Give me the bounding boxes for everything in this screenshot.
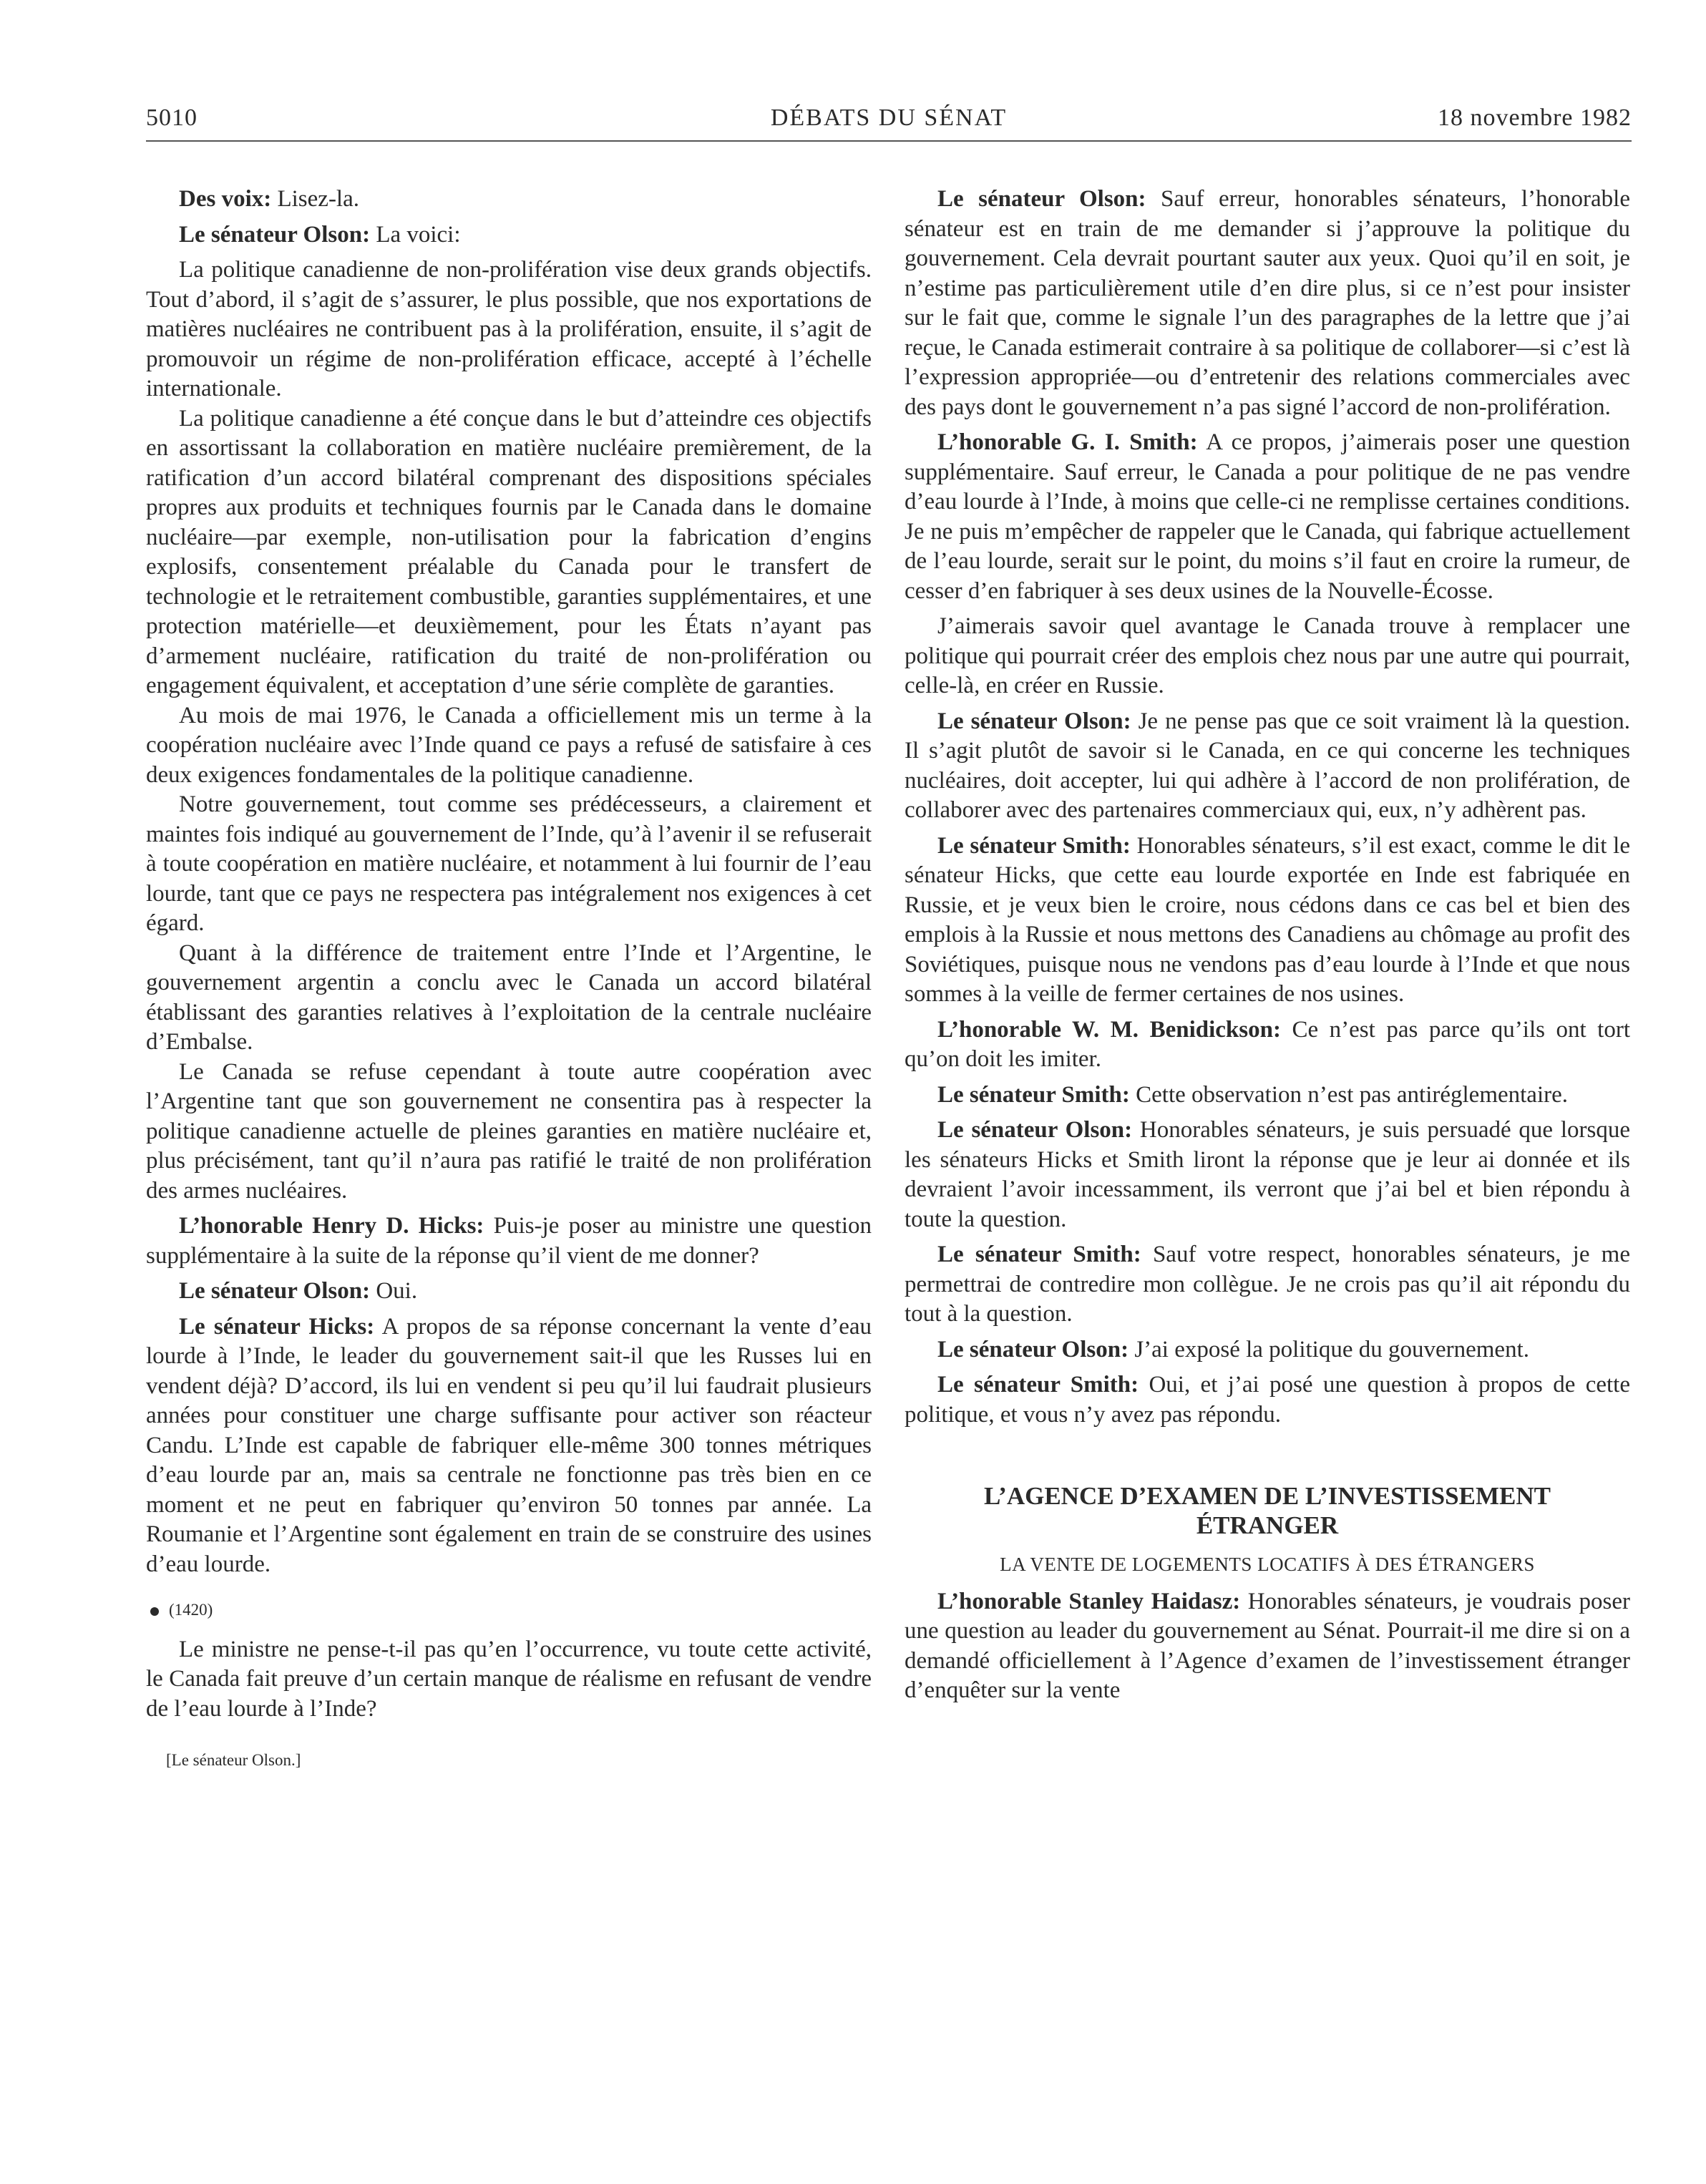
quoted-paragraph: Au mois de mai 1976, le Canada a officiellement mis un terme à la coopération nucléaire avec l’Inde quand ce pays a refusé de satisfaire à ces deux exigences fondamentales de la politique canadienne. bbox=[146, 702, 872, 788]
paragraph bbox=[905, 832, 1630, 1010]
paragraph bbox=[146, 185, 872, 215]
speech-text: Sauf erreur, honorables sénateurs, l’honorable sénateur est en train de me demander si j’approuve la politique du gouvernement. Cela devrait pourtant sauter aux yeux. Quoi qu’il en soit, je n’estime pas particulièrement utile d’en dire plus, si ce n’est pour insister sur le fait que, comme le signale l’un des paragraphes de la lettre que j’ai reçue, le Canada estimerait contraire à sa politique de collaborer—si c’est là l’expression appropriée—ou d’entretenir des relations commerciales avec des pays dont le gouvernement n’a pas signé l’accord de non-prolifération. bbox=[905, 186, 1630, 420]
speaker-name: Le sénateur Olson: bbox=[937, 186, 1146, 212]
speaker-name: Le sénateur Hicks: bbox=[179, 1313, 375, 1340]
paragraph bbox=[905, 1081, 1630, 1111]
section-subheading: LA VENTE DE LOGEMENTS LOCATIFS À DES ÉTRANGERS bbox=[1000, 1554, 1535, 1575]
speech-text: Puis-je poser au ministre une question supplémentaire à la suite de la réponse qu’il vient de me donner? bbox=[146, 1213, 872, 1269]
speaker-name: Le sénateur Smith: bbox=[937, 1242, 1141, 1267]
speech-text: Oui, et j’ai posé une question à propos de cette politique, et vous n’y avez pas répondu. bbox=[905, 1372, 1631, 1428]
section-heading-line: ÉTRANGER bbox=[1196, 1511, 1339, 1539]
speaker-name: Le sénateur Olson: bbox=[937, 1336, 1129, 1362]
page-number: 5010 bbox=[146, 104, 198, 131]
speech-text: Honorables sénateurs, je voudrais poser une question au leader du gouvernement au Sénat. Pourrait-il me dire si on a demandé officiellement à l’Agence d’examen de l’investissement étranger d’enquêter sur la vente bbox=[905, 1588, 1630, 1703]
speech-text: Lisez-la. bbox=[271, 186, 360, 212]
speaker-name: L’honorable Henry D. Hicks: bbox=[179, 1213, 484, 1239]
quoted-paragraph: La politique canadienne a été conçue dans le but d’atteindre ces objectifs en assortissant la collaboration en matière nucléaire premièrement, de la ratification d’un accord bilatéral comprenant des dispositions spéciales propres aux produits et techniques fournis par le Canada dans le domaine nucléaire—par exemple, non-utilisation pour la fabrication d’engins explosifs, consentement préalable du Canada pour le transfert de technologie et le retraitement combustible, garanties supplémentaires, et une protection matérielle—et deuxièmement, pour les États n’ayant pas d’armement nucléaire, ratification du traité de non-prolifération ou engagement équivalent, et acceptation d’une série complète de garanties. bbox=[146, 405, 872, 698]
speaker-name: Le sénateur Smith: bbox=[937, 1372, 1139, 1398]
right-column bbox=[905, 185, 1630, 1712]
paragraph bbox=[146, 1212, 872, 1271]
section-heading-line: L’AGENCE D’EXAMEN DE L’INVESTISSEMENT bbox=[984, 1482, 1551, 1510]
speech-text: Ce n’est pas parce qu’ils ont tort qu’on doit les imiter. bbox=[905, 1016, 1630, 1072]
time-marker-text: (1420) bbox=[169, 1601, 213, 1619]
speaker-name: Le sénateur Olson: bbox=[179, 1278, 371, 1304]
bullet-icon bbox=[150, 1607, 159, 1616]
speech-text: Oui. bbox=[370, 1278, 418, 1304]
paragraph bbox=[905, 1116, 1630, 1234]
paragraph bbox=[905, 1335, 1630, 1365]
running-title: DÉBATS DU SÉNAT bbox=[770, 104, 1008, 131]
speaker-name: Le sénateur Olson: bbox=[179, 221, 371, 248]
speaker-name: Le sénateur Smith: bbox=[937, 832, 1131, 859]
paragraph bbox=[905, 428, 1630, 606]
paragraph bbox=[905, 1015, 1630, 1075]
issue-date: 18 novembre 1982 bbox=[1438, 104, 1632, 131]
footnote: [Le sénateur Olson.] bbox=[166, 1751, 301, 1769]
speech-text: Sauf votre respect, honorables sénateurs, je me permettrai de contredire mon collègue. Je ne crois pas qu’il ait répondu du tout à la question. bbox=[905, 1242, 1630, 1327]
paragraph bbox=[905, 1587, 1630, 1706]
speech-text: Honorables sénateurs, s’il est exact, comme le dit le sénateur Hicks, que cette eau lourde exportée en Inde est fabriquée en Russie, et je veux bien le croire, nous cédons dans ce cas bel et bien des emplois à la Russie et nous mettons des Canadiens au chômage au profit des Soviétiques, puisque nous ne vendons pas d’eau lourde à l’Inde et que nous sommes à la veille de fermer certaines de nos usines. bbox=[905, 832, 1630, 1007]
time-marker bbox=[150, 1595, 872, 1625]
paragraph bbox=[146, 220, 872, 250]
speaker-name: Le sénateur Smith: bbox=[937, 1081, 1130, 1108]
speaker-name: L’honorable G. I. Smith: bbox=[937, 429, 1198, 455]
paragraph bbox=[146, 1277, 872, 1307]
speaker-name: Le sénateur Olson: bbox=[937, 708, 1131, 734]
quoted-paragraph: Le Canada se refuse cependant à toute autre coopération avec l’Argentine tant que son gouvernement ne consentira pas à respecter la politique canadienne actuelle de pleines garanties en matière nucléaire et, plus précisément, tant qu’il n’aura pas ratifié le traité de non prolifération des armes nucléaires. bbox=[146, 1058, 872, 1204]
speaker-name: L’honorable Stanley Haidasz: bbox=[937, 1588, 1241, 1614]
speech-text: Cette observation n’est pas antiréglementaire. bbox=[1129, 1081, 1569, 1108]
paragraph: Le ministre ne pense-t-il pas qu’en l’occurrence, vu toute cette activité, le Canada fait preuve d’un certain manque de réalisme en refusant de vendre de l’eau lourde à l’Inde? bbox=[146, 1636, 872, 1722]
section-heading bbox=[905, 1481, 1630, 1540]
paragraph bbox=[905, 707, 1630, 826]
page-header bbox=[146, 100, 1632, 142]
left-column bbox=[146, 185, 872, 1775]
paragraph bbox=[905, 185, 1630, 422]
paragraph bbox=[146, 1312, 872, 1580]
speech-text: J’ai exposé la politique du gouvernement. bbox=[1129, 1336, 1529, 1362]
speech-text: A ce propos, j’aimerais poser une question supplémentaire. Sauf erreur, le Canada a pour politique de ne pas vendre d’eau lourde à l’Inde, à moins que celle-ci ne remplisse certaines conditions. Je ne puis m’empêcher de rappeler que le Canada, qui fabrique actuellement de l’eau lourde, serait sur le point, du moins s’il faut en croire la rumeur, de cesser d’en fabriquer à ses deux usines de la Nouvelle-Écosse. bbox=[905, 429, 1630, 604]
paragraph bbox=[905, 1240, 1630, 1330]
speaker-name: L’honorable W. M. Benidickson: bbox=[937, 1016, 1281, 1043]
speaker-name: Des voix: bbox=[179, 186, 272, 212]
speech-text: Je ne pense pas que ce soit vraiment là la question. Il s’agit plutôt de savoir si le Canada, en ce qui concerne les techniques nucléaires, doit accepter, lui qui adhère à l’accord de non prolifération, de collaborer avec des partenaires commerciaux qui, eux, n’y adhèrent pas. bbox=[905, 708, 1630, 823]
speech-text: La voici: bbox=[370, 221, 461, 248]
speech-text: Honorables sénateurs, je suis persuadé que lorsque les sénateurs Hicks et Smith liront la réponse que je leur ai donnée et ils devraient l’avoir incessamment, ils verront que j’ai bel et bien répondu à toute la question. bbox=[905, 1117, 1630, 1232]
paragraph bbox=[905, 1370, 1630, 1430]
paragraph: J’aimerais savoir quel avantage le Canada trouve à remplacer une politique qui pourrait créer des emplois chez nous par une autre qui pourrait, celle-là, en créer en Russie. bbox=[905, 613, 1630, 698]
speech-text: A propos de sa réponse concernant la vente d’eau lourde à l’Inde, le leader du gouvernement sait-il que les Russes lui en vendent déjà? D’accord, ils lui en vendent si peu qu’il lui faudrait plusieurs années pour constituer une charge suffisante pour activer son réacteur Candu. L’Inde est capable de fabriquer elle-même 300 tonnes métriques d’eau lourde par an, mais sa centrale ne fonctionne pas très bien en ce moment et ne peut en fabriquer qu’environ 50 tonnes par année. La Roumanie et l’Argentine sont également en train de se construire des usines d’eau lourde. bbox=[146, 1313, 872, 1577]
quoted-paragraph: Notre gouvernement, tout comme ses prédécesseurs, a clairement et maintes fois indiqué au gouvernement de l’Inde, qu’à l’avenir il se refuserait à toute coopération en matière nucléaire, et notamment à lui fournir de l’eau lourde, tant que ce pays ne respectera pas intégralement nos exigences à cet égard. bbox=[146, 791, 872, 936]
speaker-name: Le sénateur Olson: bbox=[937, 1117, 1133, 1143]
quoted-paragraph: Quant à la différence de traitement entre l’Inde et l’Argentine, le gouvernement argentin a conclu avec le Canada un accord bilatéral établissant des garanties relatives à l’exploitation de la centrale nucléaire d’Embalse. bbox=[146, 940, 872, 1055]
quoted-paragraph: La politique canadienne de non-prolifération vise deux grands objectifs. Tout d’abord, il s’agit de s’assurer, le plus possible, que nos exportations de matières nucléaires ne contribuent pas à la prolifération, ensuite, il s’agit de promouvoir un régime de non-prolifération efficace, accepté à l’échelle internationale. bbox=[146, 257, 872, 401]
